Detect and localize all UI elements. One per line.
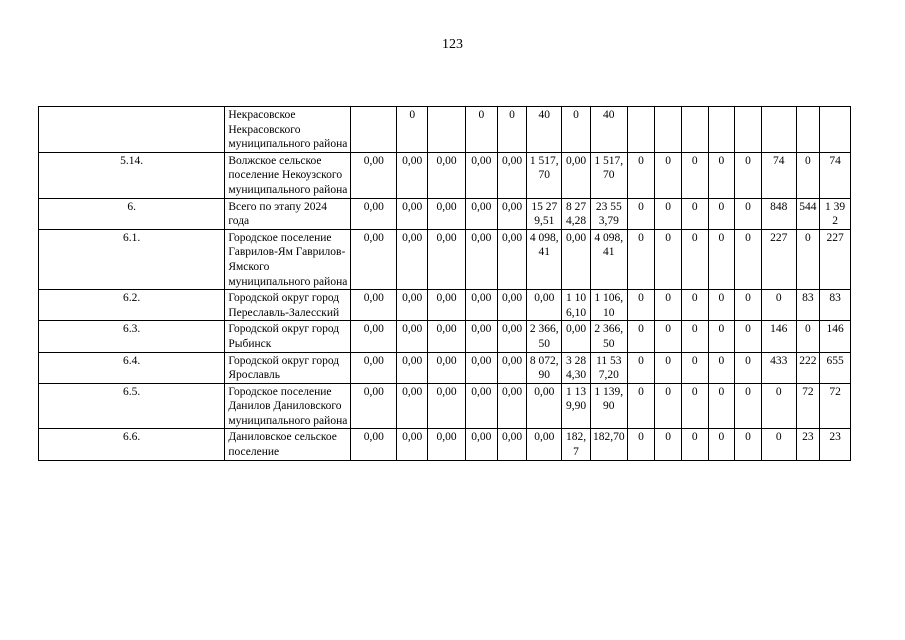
value-cell: 0 <box>655 152 682 198</box>
value-cell: 0 <box>796 321 820 352</box>
value-cell: 0 <box>761 429 796 460</box>
value-cell: 0 <box>655 321 682 352</box>
value-cell <box>796 107 820 153</box>
value-cell: 0 <box>708 290 735 321</box>
value-cell: 0 <box>627 352 655 383</box>
value-cell: 0,00 <box>351 290 397 321</box>
value-cell: 72 <box>820 383 851 429</box>
value-cell: 433 <box>761 352 796 383</box>
row-number-cell: 5.14. <box>39 152 225 198</box>
value-cell: 0,00 <box>351 229 397 289</box>
value-cell: 0,00 <box>428 352 466 383</box>
value-cell: 0 <box>708 429 735 460</box>
value-cell: 0 <box>681 152 708 198</box>
row-number-cell: 6.3. <box>39 321 225 352</box>
value-cell: 655 <box>820 352 851 383</box>
value-cell: 0,00 <box>428 321 466 352</box>
value-cell: 0 <box>397 107 428 153</box>
value-cell: 0 <box>708 383 735 429</box>
value-cell: 0 <box>708 321 735 352</box>
data-table <box>38 106 851 461</box>
value-cell: 0,00 <box>527 429 562 460</box>
value-cell: 0,00 <box>465 383 497 429</box>
value-cell: 0,00 <box>527 290 562 321</box>
value-cell: 0,00 <box>465 198 497 229</box>
value-cell: 0,00 <box>562 229 591 289</box>
value-cell: 1 139,90 <box>590 383 627 429</box>
value-cell: 0,00 <box>562 152 591 198</box>
value-cell: 0 <box>681 429 708 460</box>
value-cell: 0,00 <box>428 152 466 198</box>
table-row <box>39 352 851 383</box>
value-cell: 0,00 <box>497 352 527 383</box>
table-row <box>39 383 851 429</box>
table-row <box>39 429 851 460</box>
value-cell: 0,00 <box>465 352 497 383</box>
row-name-cell: Волжское сельское поселение Некоузского муниципального района <box>225 152 351 198</box>
table-row <box>39 290 851 321</box>
value-cell: 3 284,30 <box>562 352 591 383</box>
value-cell: 222 <box>796 352 820 383</box>
value-cell: 0 <box>655 352 682 383</box>
value-cell: 4 098,41 <box>527 229 562 289</box>
value-cell: 0,00 <box>397 429 428 460</box>
value-cell: 0,00 <box>497 383 527 429</box>
value-cell <box>655 107 682 153</box>
value-cell: 0 <box>655 198 682 229</box>
value-cell <box>820 107 851 153</box>
value-cell: 83 <box>796 290 820 321</box>
table-row <box>39 321 851 352</box>
value-cell: 1 392 <box>820 198 851 229</box>
row-number-cell: 6.5. <box>39 383 225 429</box>
value-cell: 2 366,50 <box>527 321 562 352</box>
value-cell: 0 <box>708 152 735 198</box>
value-cell: 848 <box>761 198 796 229</box>
row-name-cell: Городское поселение Гаврилов-Ям Гаврилов-Ямского муниципального района <box>225 229 351 289</box>
value-cell: 0 <box>562 107 591 153</box>
value-cell: 0 <box>735 352 762 383</box>
value-cell: 0 <box>735 198 762 229</box>
value-cell <box>681 107 708 153</box>
value-cell: 74 <box>761 152 796 198</box>
value-cell: 15 279,51 <box>527 198 562 229</box>
value-cell: 0,00 <box>397 290 428 321</box>
value-cell: 23 <box>796 429 820 460</box>
row-number-cell: 6.2. <box>39 290 225 321</box>
value-cell: 0,00 <box>351 383 397 429</box>
value-cell: 0 <box>708 198 735 229</box>
value-cell: 0 <box>681 229 708 289</box>
row-number-cell: 6.6. <box>39 429 225 460</box>
value-cell: 0 <box>681 321 708 352</box>
value-cell: 0,00 <box>497 290 527 321</box>
value-cell: 2 366,50 <box>590 321 627 352</box>
value-cell: 0 <box>708 229 735 289</box>
value-cell: 0,00 <box>397 383 428 429</box>
value-cell: 0,00 <box>497 198 527 229</box>
value-cell: 0 <box>627 198 655 229</box>
value-cell: 83 <box>820 290 851 321</box>
value-cell <box>761 107 796 153</box>
value-cell: 0,00 <box>497 229 527 289</box>
value-cell: 0,00 <box>351 198 397 229</box>
value-cell: 0,00 <box>497 321 527 352</box>
value-cell <box>351 107 397 153</box>
value-cell: 0 <box>627 429 655 460</box>
value-cell: 0,00 <box>397 229 428 289</box>
value-cell: 1 139,90 <box>562 383 591 429</box>
value-cell: 8 072,90 <box>527 352 562 383</box>
table-row <box>39 107 851 153</box>
table-row <box>39 229 851 289</box>
value-cell <box>428 107 466 153</box>
value-cell: 0 <box>681 198 708 229</box>
value-cell: 0 <box>796 152 820 198</box>
value-cell: 0,00 <box>428 229 466 289</box>
value-cell: 0 <box>627 383 655 429</box>
value-cell: 0 <box>761 383 796 429</box>
value-cell: 0,00 <box>497 152 527 198</box>
value-cell: 0,00 <box>397 198 428 229</box>
value-cell: 0,00 <box>527 383 562 429</box>
value-cell: 0,00 <box>428 290 466 321</box>
value-cell: 0,00 <box>465 429 497 460</box>
table-row <box>39 152 851 198</box>
value-cell: 1 517,70 <box>527 152 562 198</box>
value-cell: 0 <box>655 429 682 460</box>
value-cell: 0 <box>627 229 655 289</box>
value-cell: 0,00 <box>351 152 397 198</box>
row-number-cell <box>39 107 225 153</box>
row-name-cell: Всего по этапу 2024 года <box>225 198 351 229</box>
value-cell: 0 <box>735 383 762 429</box>
value-cell: 227 <box>820 229 851 289</box>
value-cell: 0 <box>735 229 762 289</box>
value-cell: 0,00 <box>562 321 591 352</box>
value-cell: 0,00 <box>465 290 497 321</box>
row-number-cell: 6.4. <box>39 352 225 383</box>
value-cell: 0 <box>796 229 820 289</box>
value-cell <box>735 107 762 153</box>
value-cell: 182,7 <box>562 429 591 460</box>
value-cell: 23 <box>820 429 851 460</box>
value-cell: 0 <box>627 321 655 352</box>
value-cell: 0 <box>655 229 682 289</box>
value-cell: 0,00 <box>428 383 466 429</box>
value-cell: 0 <box>735 290 762 321</box>
value-cell: 0 <box>681 383 708 429</box>
value-cell: 0 <box>708 352 735 383</box>
row-name-cell: Городской округ город Рыбинск <box>225 321 351 352</box>
value-cell: 0,00 <box>397 152 428 198</box>
value-cell <box>708 107 735 153</box>
value-cell: 0 <box>627 290 655 321</box>
value-cell: 0 <box>655 383 682 429</box>
value-cell: 11 537,20 <box>590 352 627 383</box>
value-cell: 0 <box>735 152 762 198</box>
row-name-cell: Некрасовское Некрасовского муниципального района <box>225 107 351 153</box>
value-cell: 0,00 <box>351 321 397 352</box>
value-cell: 0 <box>465 107 497 153</box>
page-number: 123 <box>442 37 463 52</box>
row-name-cell: Городской округ город Переславль-Залесский <box>225 290 351 321</box>
value-cell: 0,00 <box>397 321 428 352</box>
value-cell: 544 <box>796 198 820 229</box>
value-cell: 0 <box>681 290 708 321</box>
row-name-cell: Даниловское сельское поселение <box>225 429 351 460</box>
value-cell: 0 <box>497 107 527 153</box>
value-cell: 0,00 <box>465 321 497 352</box>
value-cell: 0,00 <box>397 352 428 383</box>
value-cell: 74 <box>820 152 851 198</box>
value-cell: 0 <box>761 290 796 321</box>
value-cell: 0,00 <box>351 429 397 460</box>
value-cell: 0,00 <box>428 429 466 460</box>
value-cell: 1 106,10 <box>562 290 591 321</box>
value-cell: 0,00 <box>428 198 466 229</box>
value-cell: 227 <box>761 229 796 289</box>
table-row <box>39 198 851 229</box>
value-cell: 0,00 <box>465 152 497 198</box>
value-cell: 0,00 <box>351 352 397 383</box>
value-cell: 0 <box>655 290 682 321</box>
value-cell: 8 274,28 <box>562 198 591 229</box>
value-cell: 146 <box>761 321 796 352</box>
value-cell: 72 <box>796 383 820 429</box>
value-cell: 182,70 <box>590 429 627 460</box>
row-number-cell: 6.1. <box>39 229 225 289</box>
row-name-cell: Городской округ город Ярославль <box>225 352 351 383</box>
value-cell: 0 <box>681 352 708 383</box>
value-cell: 40 <box>590 107 627 153</box>
value-cell: 0 <box>735 321 762 352</box>
value-cell: 0 <box>735 429 762 460</box>
value-cell: 0 <box>627 152 655 198</box>
value-cell: 0,00 <box>497 429 527 460</box>
value-cell: 1 517,70 <box>590 152 627 198</box>
row-number-cell: 6. <box>39 198 225 229</box>
value-cell <box>627 107 655 153</box>
value-cell: 40 <box>527 107 562 153</box>
row-name-cell: Городское поселение Данилов Даниловского муниципального района <box>225 383 351 429</box>
value-cell: 23 553,79 <box>590 198 627 229</box>
value-cell: 0,00 <box>465 229 497 289</box>
value-cell: 146 <box>820 321 851 352</box>
value-cell: 1 106,10 <box>590 290 627 321</box>
value-cell: 4 098,41 <box>590 229 627 289</box>
